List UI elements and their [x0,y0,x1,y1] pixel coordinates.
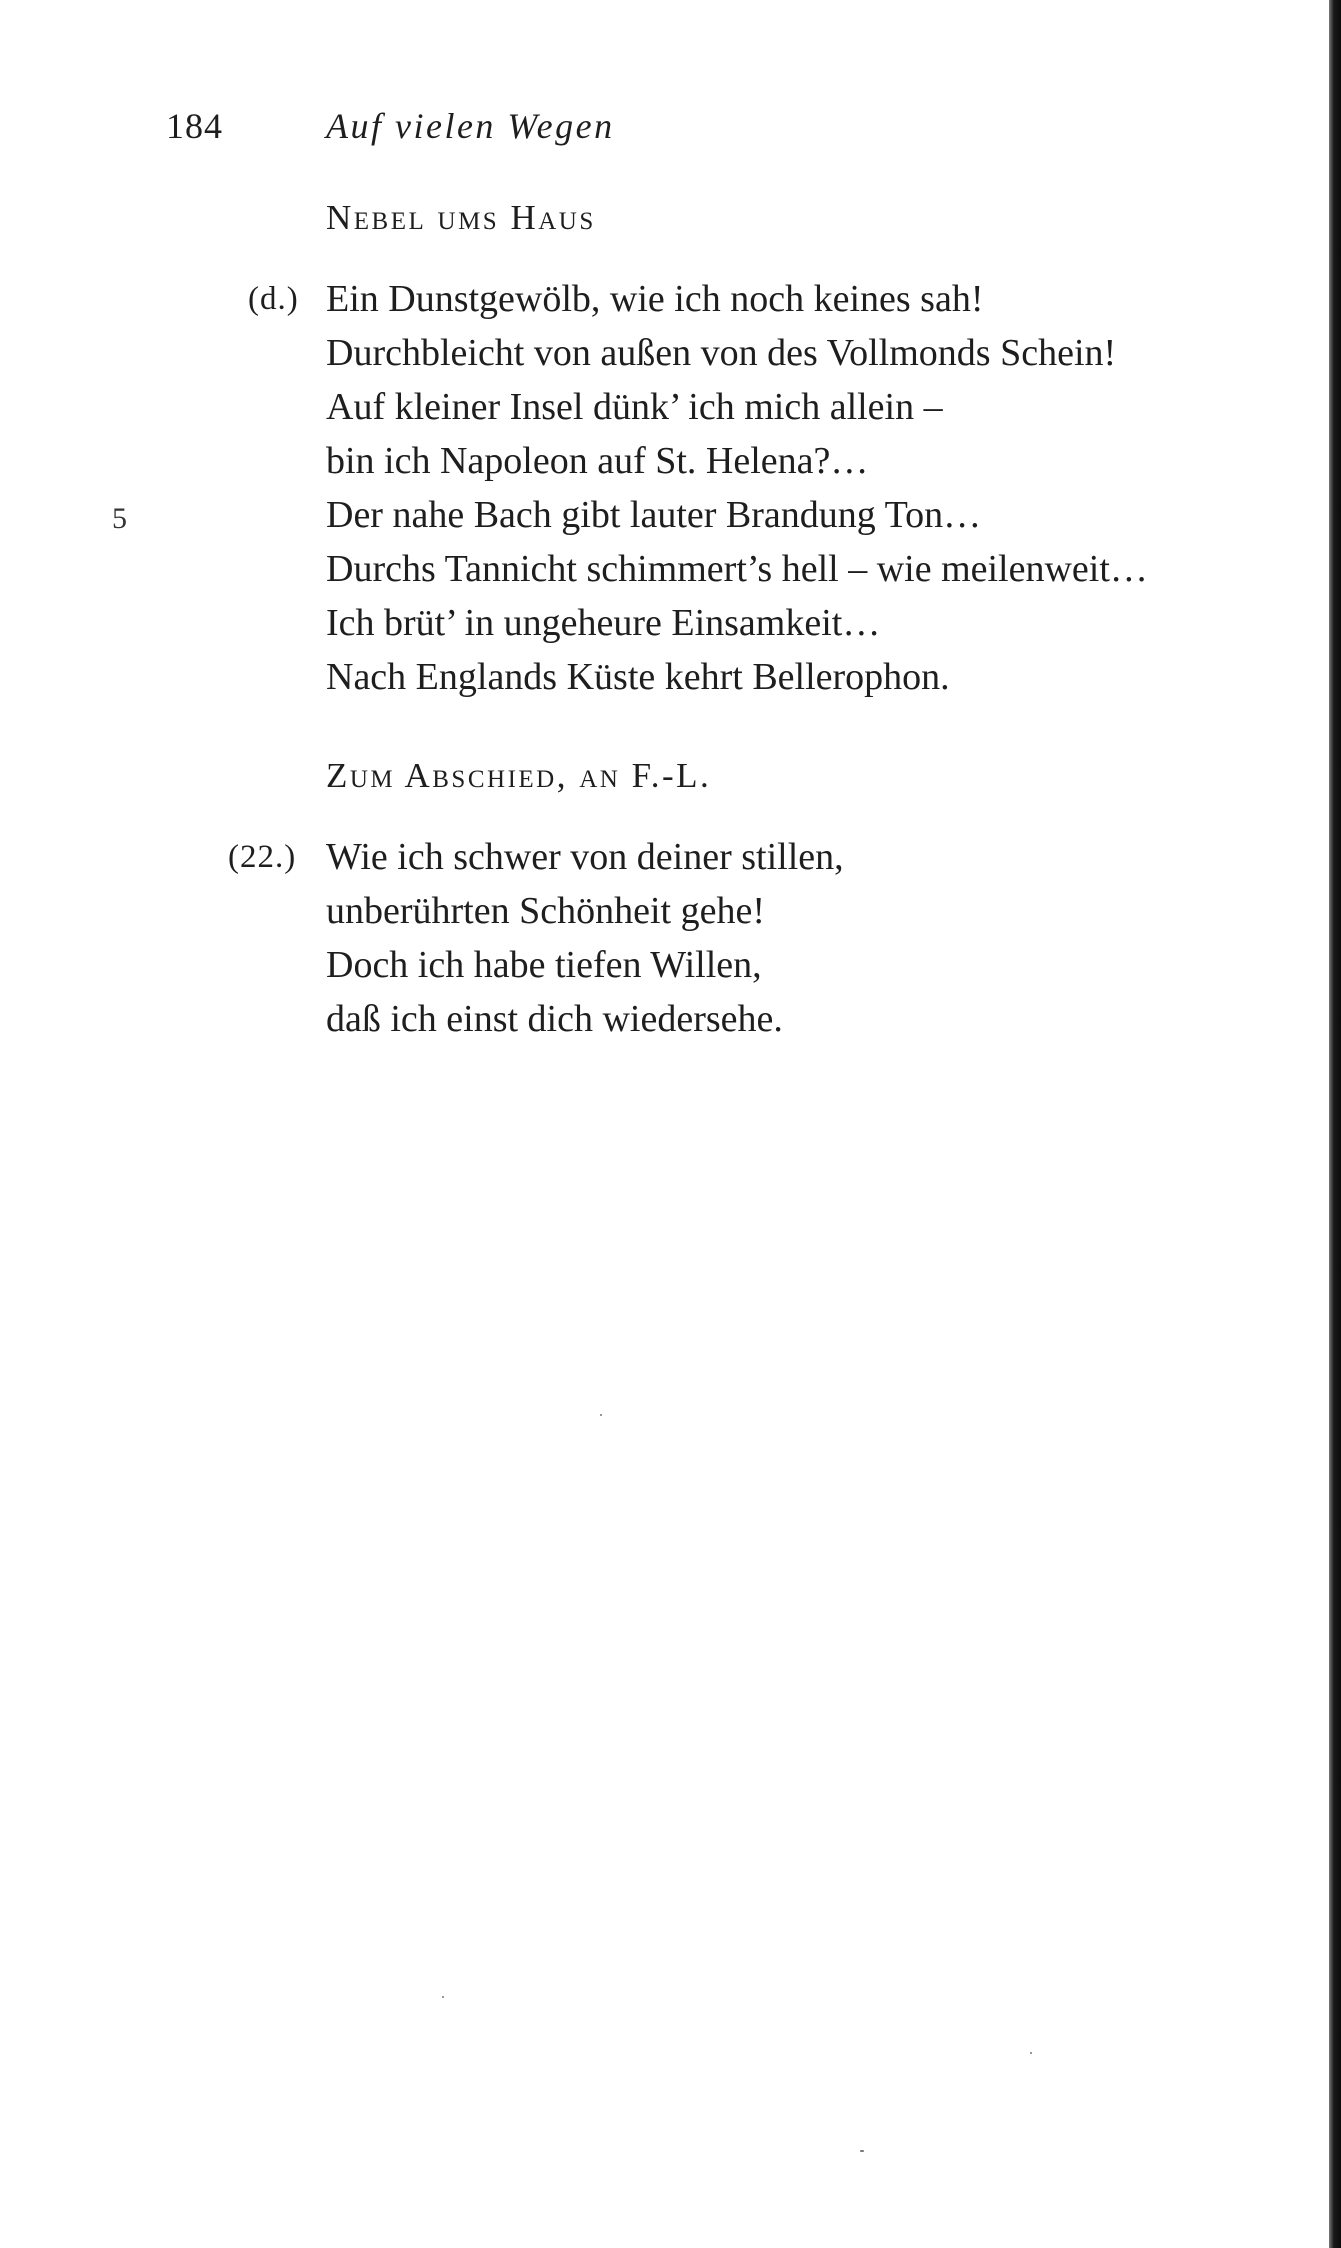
poem-line: Doch ich habe tiefen Willen, [326,944,762,986]
poem-number-22: (22.) [228,839,297,875]
running-title: Auf vielen Wegen [326,106,615,146]
poem-line: Durchbleicht von außen von des Vollmonds Schein! [326,332,1117,374]
scan-speck [442,1996,444,1998]
poem-number-d: (d.) [248,281,299,317]
line-number-marker: 5 [112,502,127,535]
poem-line: Wie ich schwer von deiner stillen, [326,836,844,878]
poem-title-nebel-ums-haus: Nebel ums Haus [326,198,596,237]
scan-speck [860,2150,864,2152]
poem-line: bin ich Napoleon auf St. Helena?… [326,440,869,482]
poem-line: Durchs Tannicht schimmert’s hell – wie meilenweit… [326,548,1148,590]
scan-speck [600,1414,602,1416]
poem-line: Auf kleiner Insel dünk’ ich mich allein – [326,386,943,428]
poem-line: unberührten Schönheit gehe! [326,890,765,932]
poem-stanza-nebel-ums-haus [326,272,1148,704]
poem-line: Nach Englands Küste kehrt Bellerophon. [326,656,950,698]
poem-line: Ich brüt’ in ungeheure Einsamkeit… [326,602,881,644]
page-number: 184 [166,106,223,146]
poem-line: Ein Dunstgewölb, wie ich noch keines sah! [326,278,984,320]
poem-stanza-zum-abschied [326,830,844,1046]
poem-line: Der nahe Bach gibt lauter Brandung Ton… [326,494,982,536]
scan-speck [1030,2052,1032,2054]
poem-line: daß ich einst dich wiedersehe. [326,998,783,1040]
page-edge-shadow [1329,0,1341,2248]
poem-title-zum-abschied: Zum Abschied, an F.-L. [326,756,712,795]
